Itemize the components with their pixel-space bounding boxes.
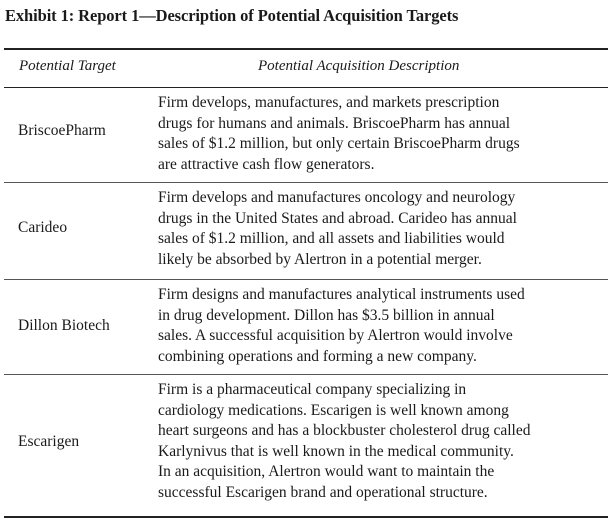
table-top-rule	[4, 48, 608, 50]
description-line: sales of $1.2 million, but only certain BriscoePharm drugs	[158, 135, 520, 152]
description-line: Firm is a pharmaceutical company specializing in	[158, 381, 467, 398]
description-line: sales of $1.2 million, and all assets and liabilities would	[158, 230, 505, 247]
target-name: Escarigen	[18, 433, 80, 450]
description-line: In an acquisition, Alertron would want to maintain the	[158, 463, 495, 480]
description-line: drugs for humans and animals. BriscoePharm has annual	[158, 114, 511, 132]
row-divider	[4, 182, 608, 183]
target-description	[158, 380, 606, 503]
target-name: BriscoePharm	[18, 122, 106, 139]
description-line: successful Escarigen brand and operational structure.	[158, 483, 488, 501]
target-description	[158, 93, 606, 175]
target-name: Carideo	[18, 219, 68, 236]
exhibit-title: Exhibit 1: Report 1—Description of Potential Acquisition Targets	[5, 6, 459, 25]
description-line: likely be absorbed by Alertron in a potential merger.	[158, 250, 482, 268]
description-line: sales. A successful acquisition by Alertron would involve	[158, 327, 513, 344]
table-bottom-rule	[4, 516, 608, 518]
description-line: are attractive cash flow generators.	[158, 155, 375, 173]
column-header-acquisition-description: Potential Acquisition Description	[258, 58, 460, 74]
description-line: heart surgeons and has a blockbuster cholesterol drug called	[158, 422, 531, 439]
row-divider	[4, 279, 608, 280]
target-description	[158, 285, 606, 367]
description-line: Firm develops, manufactures, and markets prescription	[158, 94, 500, 111]
target-name: Dillon Biotech	[18, 317, 110, 334]
column-header-potential-target: Potential Target	[19, 58, 116, 74]
description-line: combining operations and forming a new company.	[158, 347, 477, 365]
target-description	[158, 188, 606, 270]
description-line: Firm develops and manufactures oncology and neurology	[158, 189, 516, 206]
header-rule	[4, 87, 608, 88]
row-divider	[4, 374, 608, 375]
description-line: Karlynivus that is well known in the medical community.	[158, 442, 514, 460]
description-line: drugs in the United States and abroad. Carideo has annual	[158, 209, 517, 227]
description-line: cardiology medications. Escarigen is well known among	[158, 401, 509, 419]
description-line: in drug development. Dillon has $3.5 billion in annual	[158, 306, 495, 324]
description-line: Firm designs and manufactures analytical instruments used	[158, 286, 525, 303]
